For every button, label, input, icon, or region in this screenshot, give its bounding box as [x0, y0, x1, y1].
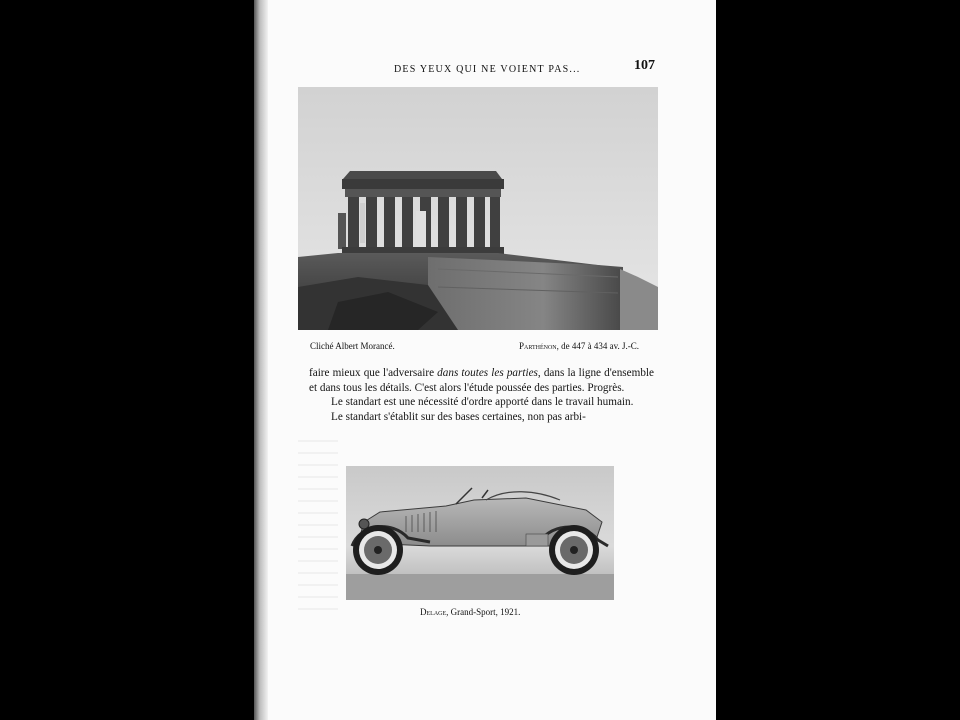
parthenon-illustration: [298, 87, 658, 330]
parthenon-photo: [298, 87, 658, 330]
body-text: [309, 366, 654, 424]
car-illustration: [346, 466, 614, 600]
delage-car-photo: [346, 466, 614, 600]
photo-credit: Cliché Albert Morancé.: [310, 341, 395, 351]
parthenon-caption-name: Parthénon: [519, 341, 557, 351]
front-wheel: [353, 525, 403, 575]
paragraph-1: [309, 366, 654, 395]
delage-caption: [420, 607, 520, 617]
paragraph-1-emphasis: dans toutes les parties: [437, 367, 538, 379]
rear-wheel: [549, 525, 599, 575]
paragraph-3: Le standart s'établit sur des bases certaines, non pas arbi-: [331, 410, 586, 423]
delage-caption-name: Delage: [420, 607, 447, 617]
parthenon-caption-date: , de 447 à 434 av. J.-C.: [556, 341, 640, 351]
bleed-through-lines: [298, 440, 338, 610]
paragraph-1-start: faire mieux que l'adversaire: [309, 367, 438, 379]
page-number: 107: [634, 58, 655, 73]
delage-caption-rest: , Grand-Sport, 1921.: [446, 607, 521, 617]
page-gutter-shadow: [254, 0, 268, 720]
paragraph-2: Le standart est une nécessité d'ordre apporté dans le travail humain.: [331, 396, 634, 408]
paragraph-1-end: , dans la ligne d'ensemble et dans tous les détails. C'est alors l'étude poussée des parties. Progrès.: [309, 367, 654, 394]
parthenon-caption: [519, 341, 639, 351]
running-head: DES YEUX QUI NE VOIENT PAS...: [394, 64, 581, 75]
